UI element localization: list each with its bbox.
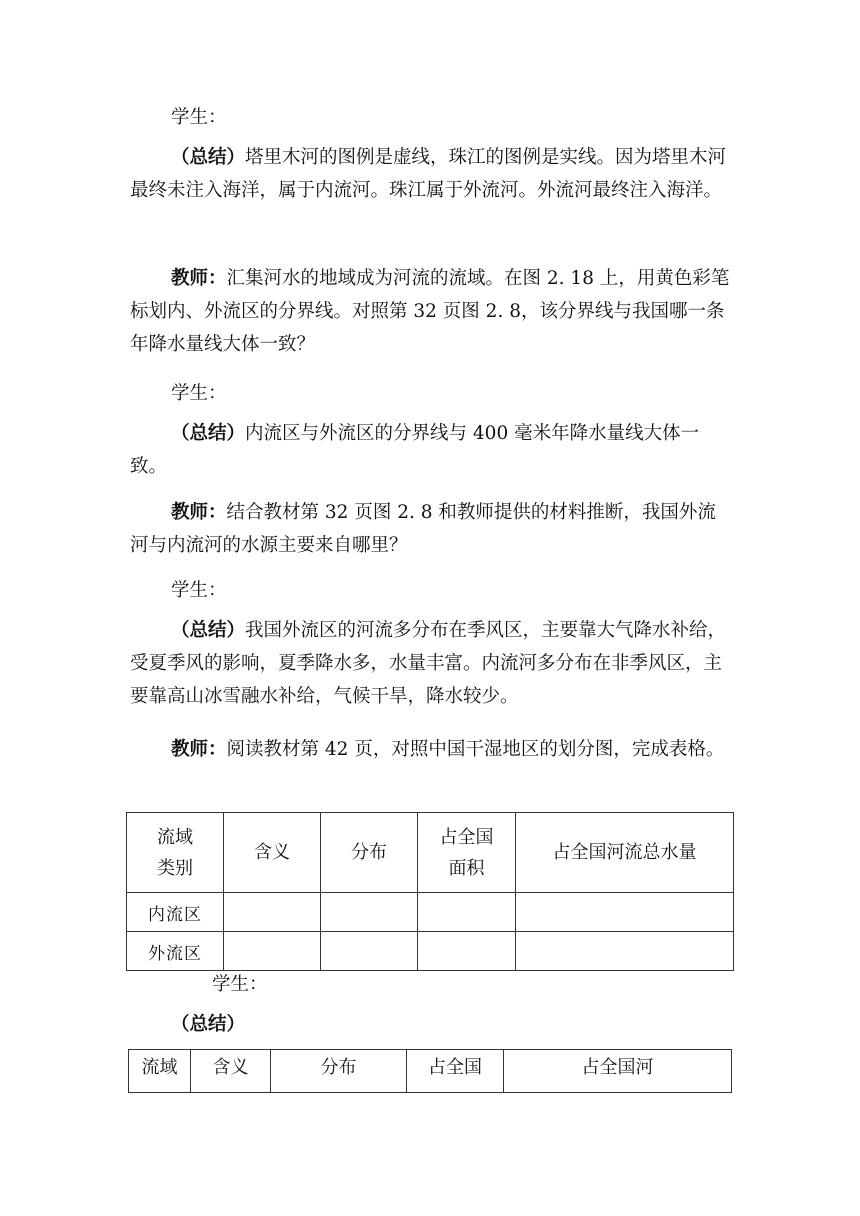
summary-label-final: （总结）: [171, 1014, 246, 1035]
summary-label: （总结）: [171, 147, 246, 168]
teacher-label: 教师：: [171, 268, 227, 289]
header-water-share: 占全国河流总水量: [516, 813, 734, 893]
header-distribution: 分布: [271, 1050, 407, 1093]
paragraph-text: 我国外流区的河流多分布在季风区，主要靠大气降水补给，受夏季风的影响，夏季降水多，水量丰富。内流河多分布在非季风区，主要靠高山冰雪融水补给，气候干旱，降水较少。: [130, 620, 727, 707]
paragraph-text: 结合教材第 32 页图 2. 8 和教师提供的材料推断，我国外流河与内流河的水源主要来自哪里？: [130, 502, 716, 556]
summary-table: [128, 1049, 732, 1093]
table-cell: [321, 932, 418, 971]
header-basin-type: 流域 类别: [127, 813, 224, 893]
header-area-share: 占全国 面积: [418, 813, 516, 893]
row-label: 内流区: [127, 893, 224, 932]
table-row: [127, 932, 734, 971]
header-area-share: 占全国: [407, 1050, 504, 1093]
student-label-4: 学生：: [212, 974, 268, 995]
paragraph-text: 阅读教材第 42 页，对照中国干湿地区的划分图，完成表格。: [226, 739, 725, 760]
header-water-share: 占全国河: [504, 1050, 732, 1093]
header-meaning: 含义: [224, 813, 321, 893]
row-label: 外流区: [127, 932, 224, 971]
header-meaning: 含义: [191, 1050, 271, 1093]
teacher-paragraph-2: [130, 496, 734, 562]
table-cell: [516, 932, 734, 971]
student-label-3: 学生：: [171, 580, 227, 601]
table-cell: [418, 893, 516, 932]
header-distribution: 分布: [321, 813, 418, 893]
teacher-label: 教师：: [171, 502, 227, 523]
student-label-2: 学生：: [171, 383, 227, 404]
summary-paragraph-2: [130, 417, 734, 483]
basin-table: [126, 812, 734, 971]
table-cell: [224, 932, 321, 971]
table-header-row: [129, 1050, 732, 1093]
table-row: [127, 893, 734, 932]
table-cell: [516, 893, 734, 932]
paragraph-text: 汇集河水的地域成为河流的流域。在图 2. 18 上，用黄色彩笔标划内、外流区的分界线。对照第 32 页图 2. 8，该分界线与我国哪一条年降水量线大体一致？: [130, 268, 730, 355]
paragraph-text: 内流区与外流区的分界线与 400 毫米年降水量线大体一致。: [130, 423, 700, 477]
summary-label: （总结）: [171, 620, 246, 641]
table-cell: [418, 932, 516, 971]
table-header-row: [127, 813, 734, 893]
teacher-paragraph-1: [130, 262, 734, 361]
paragraph-text: 塔里木河的图例是虚线，珠江的图例是实线。因为塔里木河最终未注入海洋，属于内流河。珠江属于外流河。外流河最终注入海洋。: [130, 147, 727, 201]
table-cell: [321, 893, 418, 932]
summary-paragraph-3: [130, 614, 734, 713]
table-cell: [224, 893, 321, 932]
header-basin: 流域: [129, 1050, 191, 1093]
summary-label: （总结）: [171, 423, 246, 444]
teacher-paragraph-3: [130, 733, 734, 766]
student-label-1: 学生：: [171, 107, 227, 128]
teacher-label: 教师：: [171, 739, 227, 760]
summary-paragraph-1: [130, 141, 734, 207]
